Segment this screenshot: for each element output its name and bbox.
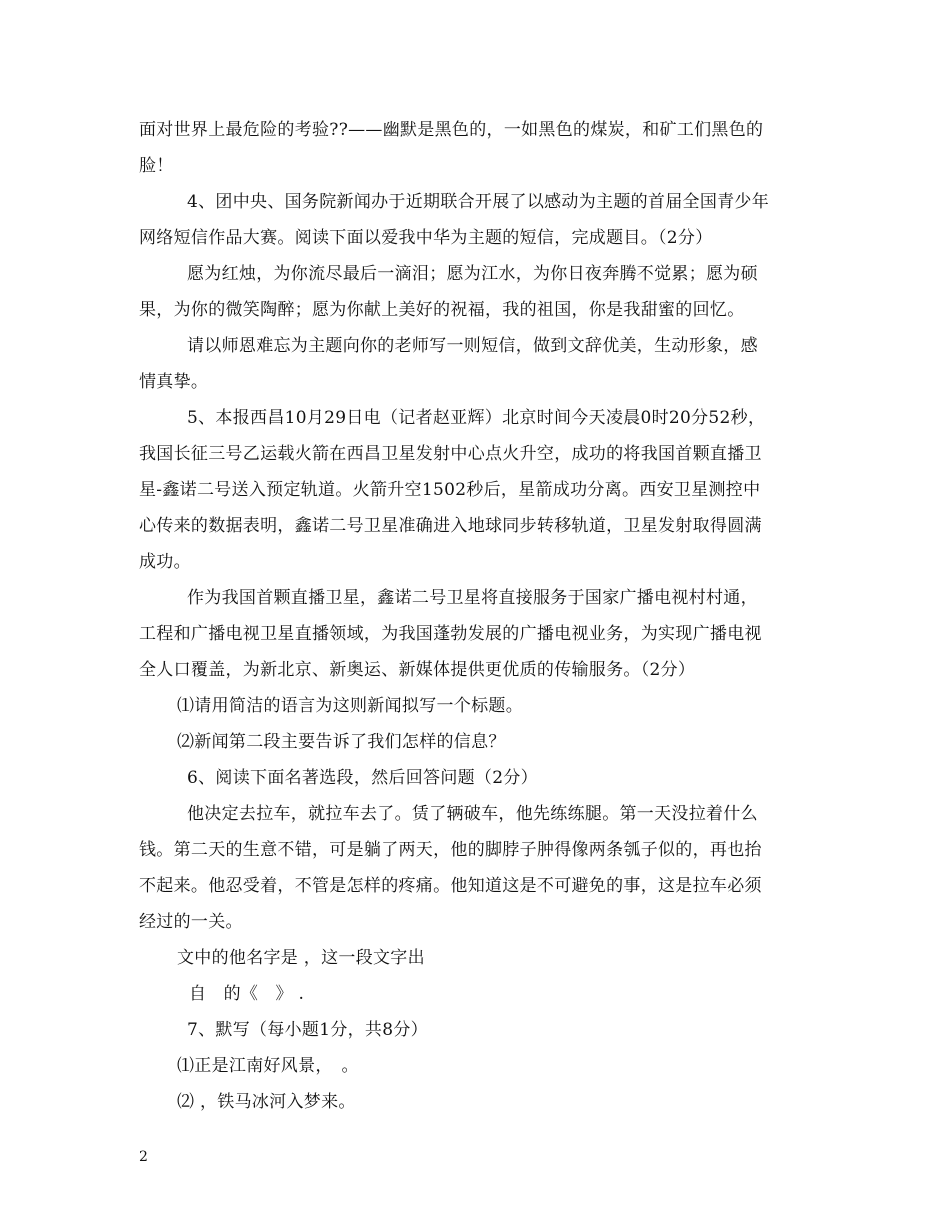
text-line: 不起来。他忍受着，不管是怎样的疼痛。他知道这是不可避免的事，这是拉车必须: [139, 876, 762, 896]
question-4-heading: 4、团中央、国务院新闻办于近期联合开展了以感动为主题的首届全国青少年: [187, 192, 770, 212]
question-5-heading: 5、本报西昌10月29日电（记者赵亚辉）北京时间今天凌晨0时20分52秒，: [187, 408, 766, 428]
text-line: 情真挚。: [139, 372, 209, 392]
question-6-heading: 6、阅读下面名著选段，然后回答问题（2分）: [187, 768, 538, 788]
text-line: 工程和广播电视卫星直播领域，为我国蓬勃发展的广播电视业务，为实现广播电视: [139, 624, 762, 644]
text-line: 请以师恩难忘为主题向你的老师写一则短信，做到文辞优美，生动形象，感: [187, 336, 758, 356]
fill-in-line: 文中的他名字是 ，这一段文字出: [177, 948, 425, 968]
sub-question: ⑴正是江南好风景， 。: [177, 1056, 359, 1076]
text-line: 他决定去拉车，就拉车去了。赁了辆破车，他先练练腿。第一天没拉着什么: [187, 804, 758, 824]
text-line: 成功。: [139, 552, 191, 572]
sub-question: ⑴请用简洁的语言为这则新闻拟写一个标题。: [177, 696, 523, 716]
text-line: 我国长征三号乙运载火箭在西昌卫星发射中心点火升空，成功的将我国首颗直播卫: [139, 444, 762, 464]
text-line: 经过的一关。: [139, 912, 243, 932]
text-line: 愿为红烛，为你流尽最后一滴泪；愿为江水，为你日夜奔腾不觉累；愿为硕: [187, 264, 758, 284]
sub-question: ⑵新闻第二段主要告诉了我们怎样的信息？: [177, 732, 506, 752]
text-line: 钱。第二天的生意不错，可是躺了两天，他的脚脖子肿得像两条瓠子似的，再也抬: [139, 840, 762, 860]
document-body: [139, 112, 815, 1120]
text-line: 作为我国首颗直播卫星，鑫诺二号卫星将直接服务于国家广播电视村村通，: [187, 588, 758, 608]
page-number: 2: [139, 1149, 148, 1165]
text-line: 心传来的数据表明，鑫诺二号卫星准确进入地球同步转移轨道，卫星发射取得圆满: [139, 516, 762, 536]
text-line: 星-鑫诺二号送入预定轨道。火箭升空1502秒后，星箭成功分离。西安卫星测控中: [139, 480, 761, 500]
text-line: 面对世界上最危险的考验??——幽默是黑色的，一如黑色的煤炭，和矿工们黑色的: [139, 120, 764, 140]
sub-question: ⑵ ，铁马冰河入梦来。: [177, 1092, 356, 1112]
text-line: 果，为你的微笑陶醉；愿为你献上美好的祝福，我的祖国，你是我甜蜜的回忆。: [139, 300, 745, 320]
question-7-heading: 7、默写（每小题1分，共8分）: [187, 1020, 428, 1040]
text-line: 全人口覆盖，为新北京、新奥运、新媒体提供更优质的传输服务。（2分）: [139, 660, 696, 680]
text-line: 脸！: [139, 156, 174, 176]
fill-in-line: 自 的《 》 .: [189, 984, 305, 1004]
text-line: 网络短信作品大赛。阅读下面以爱我中华为主题的短信，完成题目。（2分）: [139, 228, 713, 248]
